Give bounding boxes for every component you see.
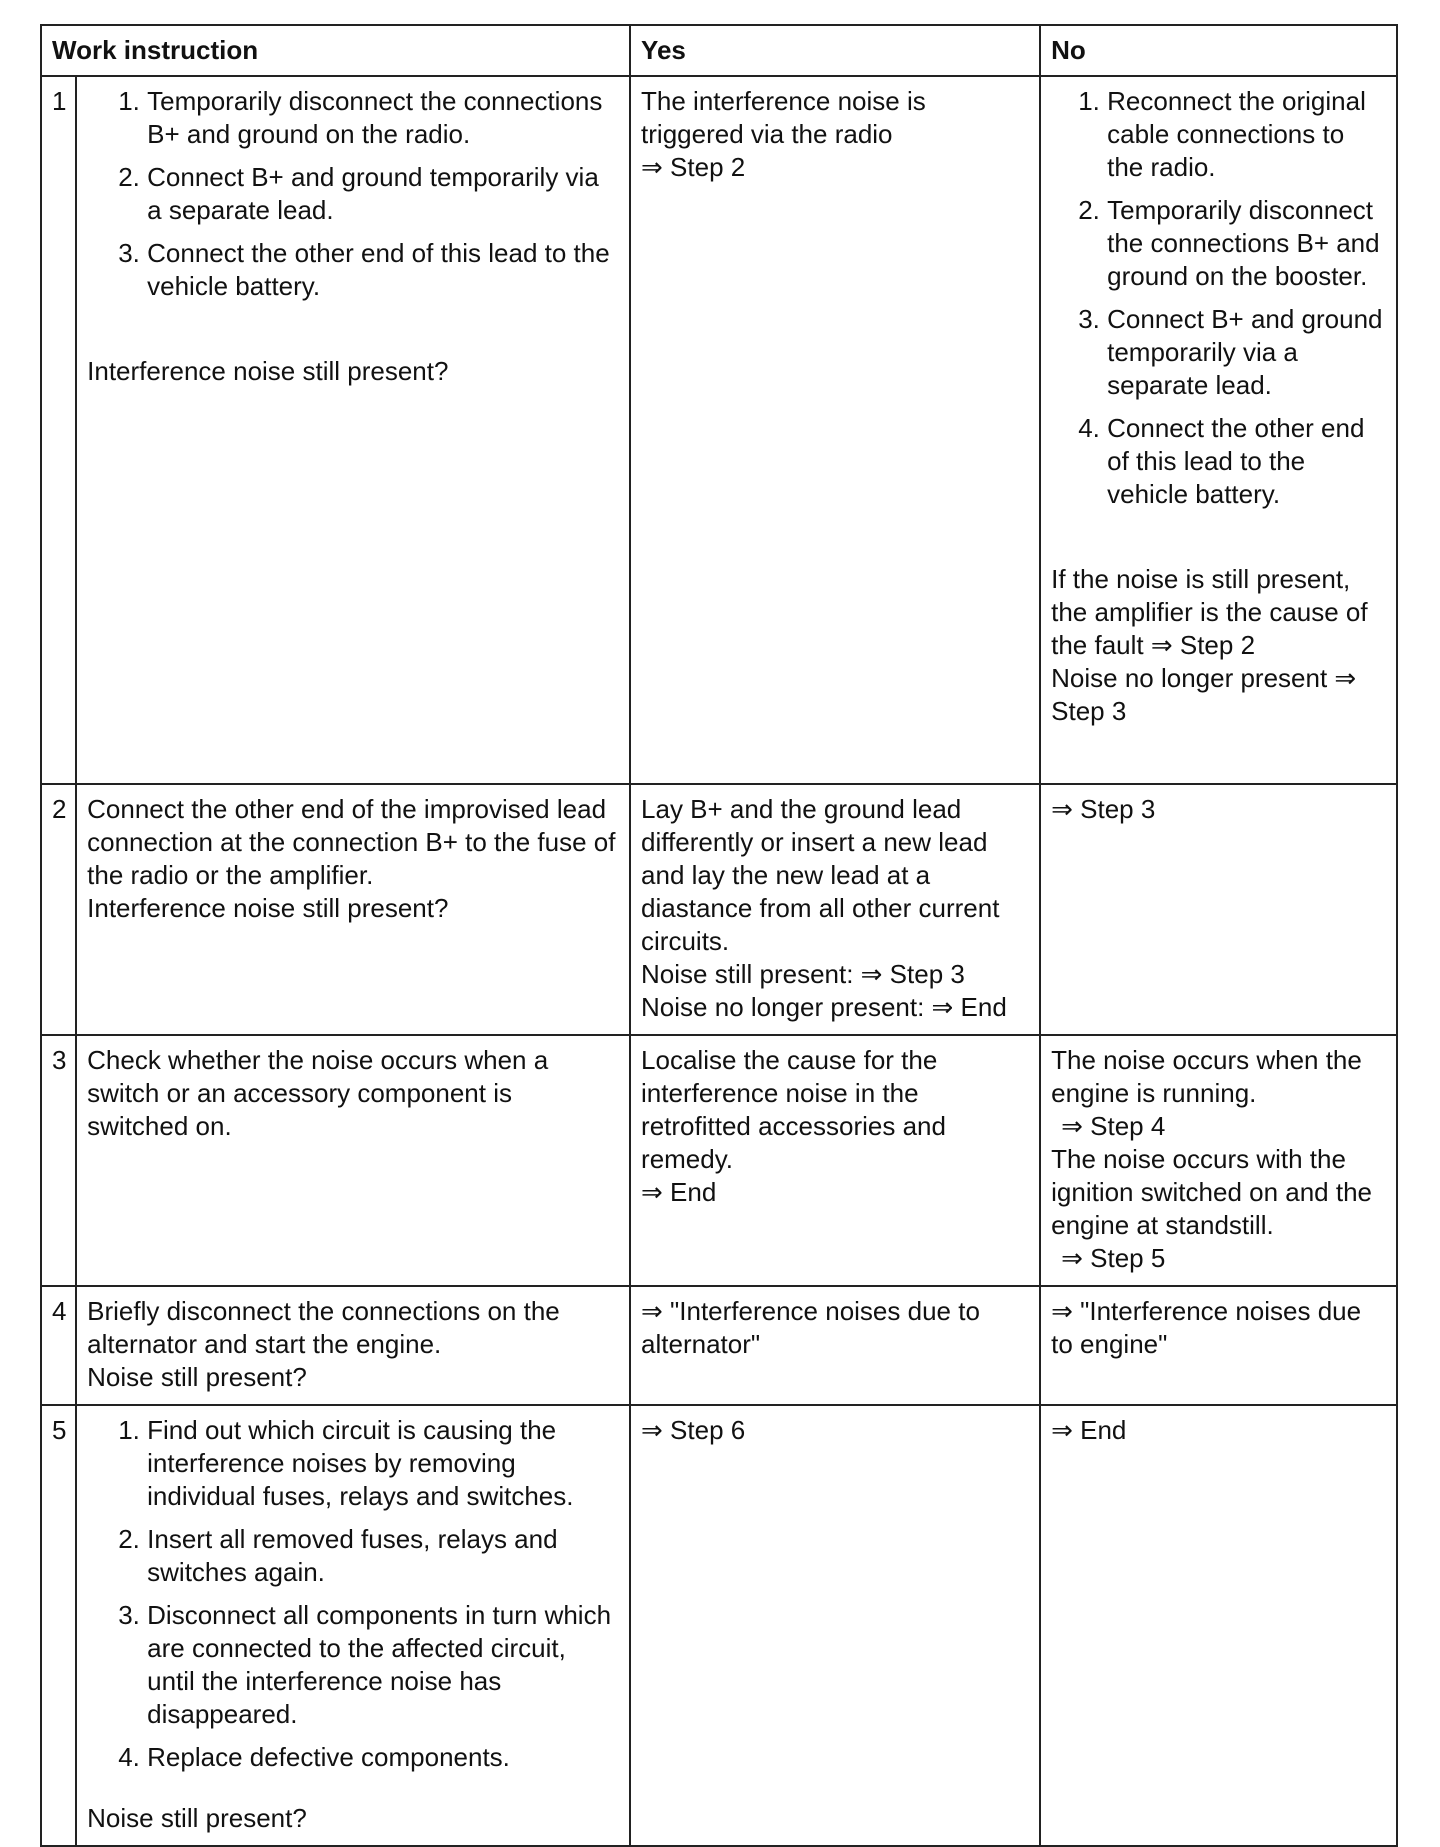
work-step-list xyxy=(87,1414,619,1774)
no-text: ⇒ "Interference noises due to engine" xyxy=(1051,1296,1362,1359)
header-yes: Yes xyxy=(630,25,1040,76)
step-number: 1 xyxy=(41,76,76,784)
list-item: 4. Connect the other end of this lead to the vehicle battery. xyxy=(1107,412,1386,511)
no-cell xyxy=(1040,1405,1397,1846)
work-cell xyxy=(76,1286,630,1405)
no-text: If the noise is still present, the amplifier is the cause of the fault ⇒ Step 2 xyxy=(1051,564,1368,660)
list-item: 3. Connect B+ and ground temporarily via a separate lead. xyxy=(1107,303,1386,402)
list-item: 1. Find out which circuit is causing the interference noises by removing individual fuses, relays and switches. xyxy=(147,1414,619,1513)
yes-cell xyxy=(630,1035,1040,1286)
work-text: Briefly disconnect the connections on the alternator and start the engine. xyxy=(87,1296,560,1359)
header-no: No xyxy=(1040,25,1397,76)
table-row-step-3 xyxy=(41,1035,1397,1286)
list-item: 3. Disconnect all components in turn which are connected to the affected circuit, until the interference noise has disappeared. xyxy=(147,1599,619,1731)
work-cell xyxy=(76,1405,630,1846)
table-row-step-5 xyxy=(41,1405,1397,1846)
yes-cell xyxy=(630,784,1040,1035)
table-row-step-1 xyxy=(41,76,1397,784)
yes-cell xyxy=(630,76,1040,784)
no-step-list xyxy=(1051,85,1386,511)
step-number: 4 xyxy=(41,1286,76,1405)
yes-text: ⇒ Step 2 xyxy=(641,152,746,182)
step-number: 5 xyxy=(41,1405,76,1846)
no-text: ⇒ Step 3 xyxy=(1051,794,1156,824)
yes-text: ⇒ "Interference noises due to alternator" xyxy=(641,1296,980,1359)
list-item: 3. Connect the other end of this lead to the vehicle battery. xyxy=(147,237,619,303)
list-item: 2. Connect B+ and ground temporarily via a separate lead. xyxy=(147,161,619,227)
work-instruction-page xyxy=(40,24,1398,1847)
no-text: The noise occurs when the engine is running. xyxy=(1051,1045,1362,1108)
no-cell xyxy=(1040,1286,1397,1405)
yes-text: The interference noise is triggered via the radio xyxy=(641,86,926,149)
list-item: 1. Temporarily disconnect the connections B+ and ground on the radio. xyxy=(147,85,619,151)
work-question: Noise still present? xyxy=(87,1362,307,1392)
no-text: ⇒ End xyxy=(1051,1415,1127,1445)
no-text: The noise occurs with the ignition switched on and the engine at standstill. xyxy=(1051,1144,1373,1240)
list-item: 4. Replace defective components. xyxy=(147,1741,619,1774)
table-header-row xyxy=(41,25,1397,76)
work-question: Noise still present? xyxy=(87,1803,307,1833)
work-cell xyxy=(76,76,630,784)
work-step-list xyxy=(87,85,619,303)
work-text: Check whether the noise occurs when a switch or an accessory component is switched on. xyxy=(87,1045,549,1141)
work-instruction-table xyxy=(40,24,1398,1847)
work-cell xyxy=(76,784,630,1035)
work-text: Connect the other end of the improvised lead connection at the connection B+ to the fuse of the radio or the amplifier. xyxy=(87,794,616,890)
step-number: 3 xyxy=(41,1035,76,1286)
table-row-step-4 xyxy=(41,1286,1397,1405)
step-number: 2 xyxy=(41,784,76,1035)
yes-cell xyxy=(630,1405,1040,1846)
table-row-step-2 xyxy=(41,784,1397,1035)
no-text: Noise no longer present ⇒ Step 3 xyxy=(1051,663,1357,726)
yes-text: Noise still present: ⇒ Step 3 xyxy=(641,959,965,989)
no-cell xyxy=(1040,1035,1397,1286)
no-cell xyxy=(1040,76,1397,784)
yes-text: Localise the cause for the interference noise in the retrofitted accessories and remedy. xyxy=(641,1045,946,1174)
work-question: Interference noise still present? xyxy=(87,356,449,386)
yes-text: Noise no longer present: ⇒ End xyxy=(641,992,1007,1022)
yes-cell xyxy=(630,1286,1040,1405)
list-item: 1. Reconnect the original cable connections to the radio. xyxy=(1107,85,1386,184)
yes-text: Lay B+ and the ground lead differently or insert a new lead and lay the new lead at a diastance from all other current circuits. xyxy=(641,794,1000,956)
no-cell xyxy=(1040,784,1397,1035)
work-question: Interference noise still present? xyxy=(87,893,449,923)
no-text: ⇒ Step 5 xyxy=(1061,1243,1166,1273)
list-item: 2. Insert all removed fuses, relays and switches again. xyxy=(147,1523,619,1589)
header-work-instruction: Work instruction xyxy=(41,25,630,76)
work-cell xyxy=(76,1035,630,1286)
yes-text: ⇒ End xyxy=(641,1177,717,1207)
no-text: ⇒ Step 4 xyxy=(1061,1111,1166,1141)
list-item: 2. Temporarily disconnect the connections B+ and ground on the booster. xyxy=(1107,194,1386,293)
yes-text: ⇒ Step 6 xyxy=(641,1415,746,1445)
